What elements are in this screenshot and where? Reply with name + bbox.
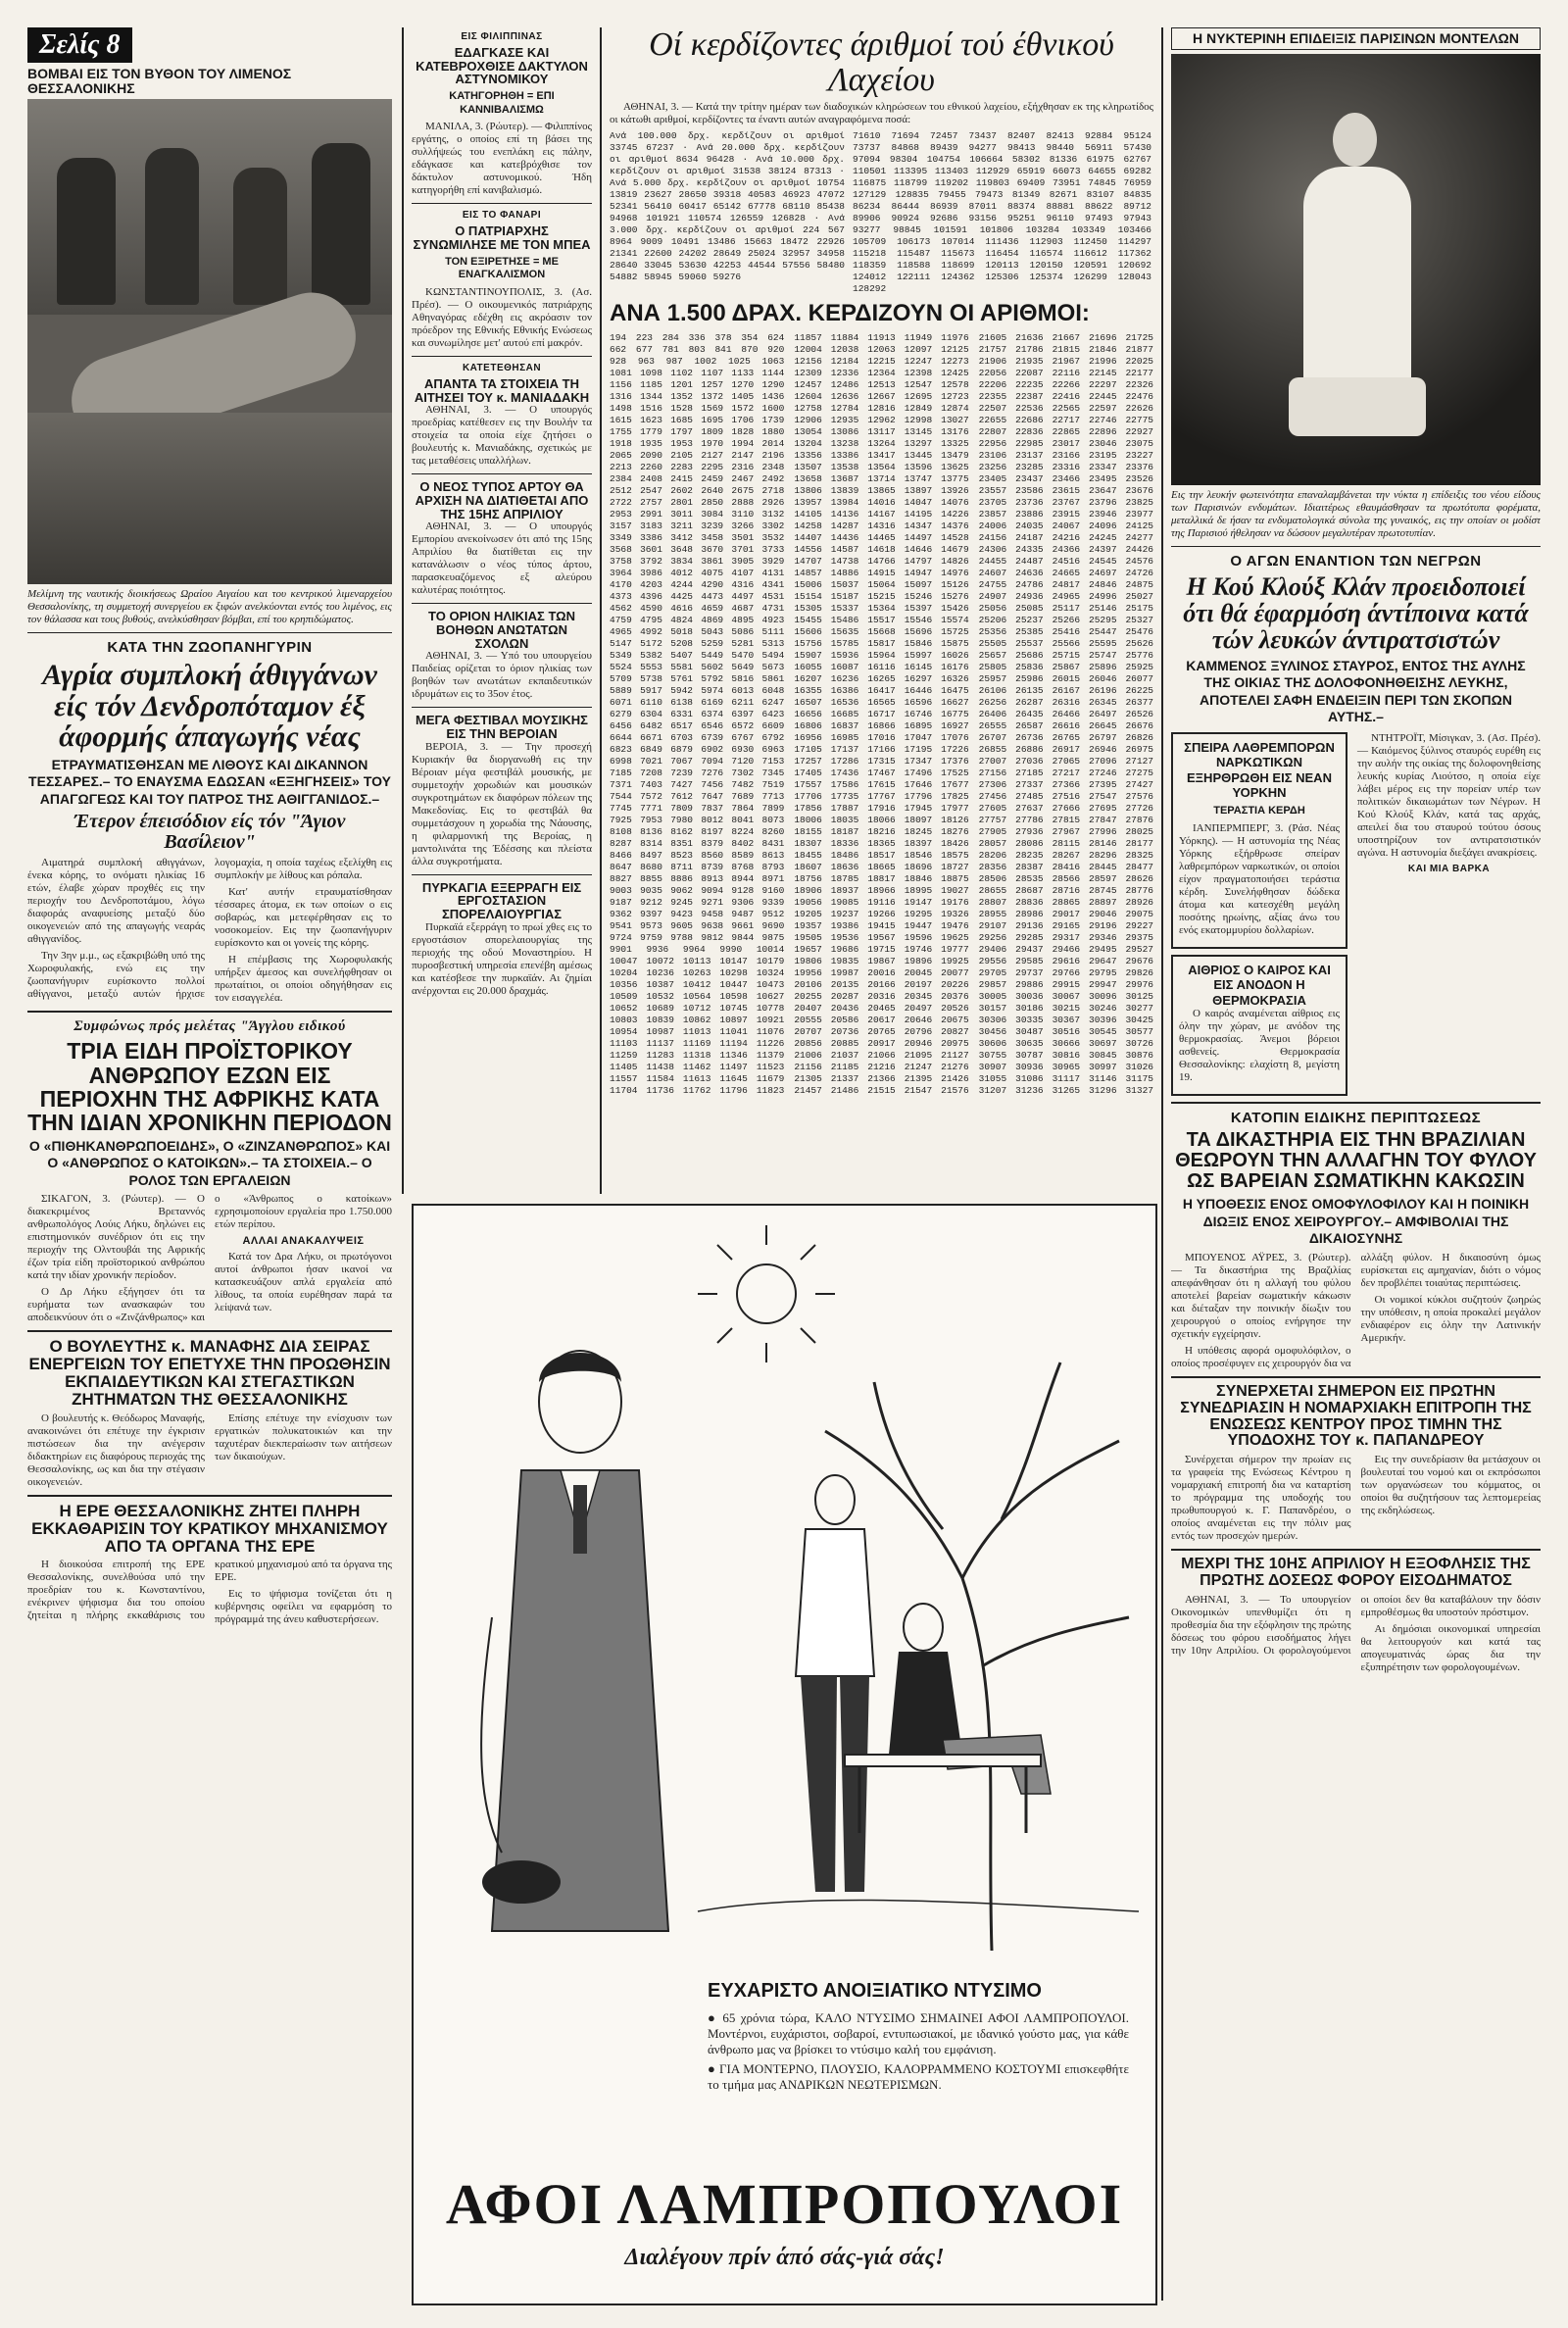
top-headline: ΒΟΜΒΑΙ ΕΙΣ ΤΟΝ ΒΥΘΟΝ ΤΟΥ ΛΙΜΕΝΟΣ ΘΕΣΣΑΛΟΝΙΚΗΣ (27, 66, 292, 96)
ad-brand-name: ΑΦΟΙ ΛΑΜΠΡΟΠΟΥΛΟΙ (445, 2172, 1124, 2236)
c2-s3-headline: ΑΠΑΝΤΑ ΤΑ ΣΤΟΙΧΕΙΑ ΤΗ ΑΙΤΗΣΕΙ ΤΟΥ κ. ΜΑΝΙΑΔΑΚΗ (414, 376, 590, 405)
c4-s2-deck: Η ΥΠΟΘΕΣΙΣ ΕΝΟΣ ΟΜΟΦΥΛΟΦΙΛΟΥ ΚΑΙ Η ΠΟΙΝΙΚΗ ΔΙΩΞΙΣ ΕΝΟΣ ΧΕΙΡΟΥΡΓΟΥ.– ΑΜΦΙΒΟΛΙΑΙ ΤΗΣ ΔΙΚΑΙΟΣΥΝΗΣ (1182, 1196, 1530, 1247)
narcotics-headline: ΣΠΕΙΡΑ ΛΑΘΡΕΜΠΟΡΩΝ ΝΑΡΚΩΤΙΚΩΝ ΕΞΗΡΘΡΩΘΗ ΕΙΣ ΝΕΑΝ ΥΟΡΚΗΝ (1184, 739, 1335, 801)
story4-body: Η διοικούσα επιτροπή της ΕΡΕ Θεσσαλονίκης, συνελθούσα υπό την προεδρίαν του κ. Κωνσταντίνου, ενέκρινεν ψήφισμα δια του οποίου ζητείται η πλήρης εκκαθάρισις του κρατικού μηχανισμού από τα όργανα της ΕΡΕ. Εις το ψήφισμα τονίζεται ότι η κυβέρνησις οφείλει να εφαρμόση το πρόγραμμά της άνευ καθυστερήσεων. (27, 1559, 392, 1626)
sun-icon (698, 1225, 835, 1362)
photo-caption: Μελίμνη της ναυτικής διοικήσεως Ωραίου Αιγαίου και του κεντρικού λιμεναρχείου Θεσσαλονίκης, τη συμμετοχή συνεργείου εκ ξιφών ανελκύονται εντός του λιμένος, εις τον θάλασσα και τους βυθούς, ανελκύσθησαν βόμβαι, επί του κρηπιδώματος. (27, 588, 392, 626)
story3-body: Ο βουλευτής κ. Θεόδωρος Μαναφής, ανακοινώνει ότι επέτυχε την έγκρισιν πιστώσεων δια την ανέγερσιν διδακτηρίων εις διαφόρους περιοχάς της Θεσσαλονίκης, ως και δια την στέγασιν οικογενειών. Επίσης επέτυχε την ενίσχυσιν των εργατικών πολυκατοικιών και την ταχυτέραν διεκπεραίωσιν των αιτήσεων των δικαιούχων. (27, 1412, 392, 1488)
weather-headline: ΑΙΘΡΙΟΣ Ο ΚΑΙΡΟΣ ΚΑΙ ΕΙΣ ΑΝΟΔΟΝ Η ΘΕΡΜΟΚΡΑΣΙΑ (1188, 962, 1331, 1008)
bench-icon (845, 1755, 1041, 1766)
story2-sub: ΑΛΛΑΙ ΑΝΑΚΑΛΥΨΕΙΣ (242, 1235, 365, 1248)
c4-s1-kicker: Ο ΑΓΩΝ ΕΝΑΝΤΙΟΝ ΤΩΝ ΝΕΓΡΩΝ (1230, 552, 1482, 570)
lottery-top-prizes: Ανά 100.000 δρχ. κερδίζουν οι αριθμοί 33745 67237 · Ανά 20.000 δρχ. κερδίζουν οι αριθμοί 8634 96428 · Ανά 10.000 δρχ. κερδίζουν οι αριθμοί 31538 38124 87313 · Ανά 5.000 δρχ. κερδίζουν οι αριθμοί 10754 13819 23627 28650 39318 40583 46923 47072 52341 56410 60417 65142 67778 68110 85438 94968 101921 110574 126559 126828 · Ανά 3.000 δρχ. κερδίζουν οι αριθμοί 224 567 8964 9009 10491 13486 15663 18472 22926 21341 22600 24202 28649 25024 32957 34958 28640 33045 53630 42253 44544 57556 58480 54882 58945 59060 59276 (610, 130, 845, 283)
c4-s2-headline: ΤΑ ΔΙΚΑΣΤΗΡΙΑ ΕΙΣ ΤΗΝ ΒΡΑΖΙΛΙΑΝ ΘΕΩΡΟΥΝ ΤΗΝ ΑΛΛΑΓΗΝ ΤΟΥ ΦΥΛΟΥ ΩΣ ΒΑΡΕΙΑΝ ΣΩΜΑΤΙΚΗΝ ΚΑΚΩΣΙΝ (1175, 1129, 1537, 1193)
column-rule-1 (402, 27, 404, 1194)
c2-s4-headline: Ο ΝΕΟΣ ΤΥΠΟΣ ΑΡΤΟΥ ΘΑ ΑΡΧΙΣΗ ΝΑ ΔΙΑΤΙΘΕΤΑΙ ΑΠΟ ΤΗΣ 15ΗΣ ΑΠΡΙΛΙΟΥ (415, 479, 589, 521)
c2-s3-kicker: ΚΑΤΕΤΕΘΗΣΑΝ (462, 363, 542, 374)
lampropouloi-advertisement (412, 1204, 1157, 2305)
story4-headline: Η ΕΡΕ ΘΕΣΣΑΛΟΝΙΚΗΣ ΖΗΤΕΙ ΠΛΗΡΗ ΕΚΚΑΘΑΡΙΣΙΝ ΤΟΥ ΚΡΑΤΙΚΟΥ ΜΗΧΑΝΙΣΜΟΥ ΑΠΟ ΤΑ ΟΡΓΑΝΑ ΤΗΣ ΕΡΕ (31, 1501, 388, 1556)
seated-man-figure (845, 1604, 1051, 1833)
weather-box (1171, 955, 1348, 1097)
c2-s1-deck: ΚΑΤΗΓΟΡΗΘΗ = ΕΠΙ ΚΑΝΝΙΒΑΛΙΣΜΩ (449, 89, 555, 116)
kkk-body: ΝΤΗΤΡΟΪΤ, Μίσιγκαν, 3. (Ασ. Πρέσ). — Καιόμενος ξύλινος σταυρός ευρέθη εις την αυλήν της οικίας της δολοφονηθείσης λευκής κυρίας Λιούτσο, η οποία είχε λάβει μέρος εις την πορείαν υπέρ των πολιτικών δικαιωμάτων των Νέγρων. Η Κού Κλούξ Κλάν, κατά τας αρχάς, απειλεί δια του σταυρού τούτου όσους υποστηρίζουν τον αντιρατσιστικόν αγώνα. Η αστυνομία διεξάγει ανακρίσεις. (1357, 731, 1541, 859)
c2-s6-headline: ΜΕΓΑ ΦΕΣΤΙΒΑΛ ΜΟΥΣΙΚΗΣ ΕΙΣ ΤΗΝ ΒΕΡΟΙΑΝ (416, 713, 588, 741)
column-4 (1171, 27, 1541, 2302)
c2-s7-body: Πυρκαϊά εξερράγη το πρωί χθες εις το εργοστάσιον σπορελαιουργίας της περιοχής της οδού Μοναστηρίου. Η πυροσβεστική υπηρεσία επενέβη αμέσως και κατέσβεσε την πυρκαϊάν. Αι ζημίαι ανέρχονται εις 20.000 δραχμάς. (412, 920, 592, 997)
page-number-badge: Σελίς 8 (27, 27, 132, 63)
story1-kicker: ΚΑΤΑ ΤΗΝ ΖΩΟΠΑΝΗΓΥΡΙΝ (107, 639, 313, 657)
c2-s2-deck: ΤΟΝ ΕΞΙΡΕΤΗΣΕ = ΜΕ ΕΝΑΓΚΑΛΙΣΜΟΝ (445, 255, 559, 281)
ad-illustration (414, 1206, 1155, 1970)
paris-model-photo (1171, 54, 1541, 485)
ad-bullet-1: ● 65 χρόνια τώρα, ΚΑΛΟ ΝΤΥΣΙΜΟ ΣΗΜΑΙΝΕΙ ΑΦΟΙ ΛΑΜΠΡΟΠΟΥΛΟΙ. Μοντέρνοι, ευχάριστοι, σοβαροί, εντυπωσιακοί, με ιδανικό γούστο μας, για κάθε άνθρωπο μας να βρίσκει το ντύσιμο καλή του εμφάνιση. (708, 2010, 1130, 2056)
narcotics-body: ΙΑΝΠΕΡΜΠΕΡΓ, 3. (Ράσ. Νέας Υόρκης). — Η αστυνομία της Νέας Υόρκης εξήρθρωσε σπείραν λαθρεμπόρων ναρκωτικών, οι οποίοι είχον πραγματοποιήσει τεράστια κέρδη. Συνελήφθησαν δώδεκα άτομα και κατεσχέθη μεγάλη ποσότης ηρωίνης, αξίας άνω του ενός εκατομμυρίου δολλαρίων. (1179, 821, 1340, 936)
c2-s4-body: ΑΘΗΝΑΙ, 3. — Ο υπουργός Εμπορίου ανεκοίνωσεν ότι από της 15ης Απριλίου θα διατίθεται εις την κατανάλωσιν ο νέος τύπος άρτου, παρασκευαζόμενος εξ αλεύρου καλυτέρας ποιότητος. (412, 520, 592, 597)
c2-s6-body: ΒΕΡΟΙΑ, 3. — Την προσεχή Κυριακήν θα διοργανωθή εις την Βέροιαν μέγα φεστιβάλ μουσικής, με συμμετοχήν χορωδιών και μουσικών συγκροτημάτων εκ διαφόρων πόλεων της Μακεδονίας. Εις το φεστιβάλ θα συμμετάσχουν η χορωδία της Νάουσης, η φιλαρμονική της Βεροίας, η μαντολινάτα της Έδέσσης και πλείστα άλλα συγκροτήματα. (412, 740, 592, 867)
man-in-suit-figure (481, 1351, 668, 1931)
c4-s1-deck: ΚΑΜΜΕΝΟΣ ΞΥΛΙΝΟΣ ΣΤΑΥΡΟΣ, ΕΝΤΟΣ ΤΗΣ ΑΥΛΗΣ ΤΗΣ ΟΙΚΙΑΣ ΤΗΣ ΔΟΛΟΦΟΝΗΘΕΙΣΗΣ ΛΕΥΚΗΣ, ΑΠΟΤΕΛΕΙ ΣΑΦΗ ΕΝΔΕΙΞΙΝ ΠΕΡΙ ΤΩΝ ΣΚΟΠΩΝ ΑΥΤΗΣ.– (1186, 657, 1526, 725)
ad-title: ΕΥΧΑΡΙΣΤΟ ΑΝΟΙΞΙΑΤΙΚΟ ΝΤΥΣΙΜΟ (708, 1980, 1042, 2002)
c2-s1-body: ΜΑΝΙΛΑ, 3. (Ρώυτερ). — Φιλιππίνος εργάτης, ο οποίος επί τη βάσει της συλλήψεώς του ενεπλάκη εις πάλην, εδάγκασε και κατεβρόχθισε τον δάκτυλον αστυνομικού. Ήδη κατηγορήθη επί κανιβαλισμώ. (412, 121, 592, 197)
lottery-top-table: 71610 71694 72457 73437 82407 82413 92884 95124 73737 84868 89439 94277 98413 98440 56911 57430 97094 98304 104754 106664 58302 81336 61975 62767 110501 113395 113403 112929 65919 66073 64655 69282 116875 118799 119202 119803 69409 73951 74845 76959 127129 128835 79455 79473 81349 82671 83107 84835 86234 86444 86939 87011 88374 88881 88622 89712 89906 90924 92686 93156 95251 96110 97493 97943 93277 98845 101591 101806 103284 103349 103466 105709 106173 107014 111436 112903 112450 114297 115218 115487 115673 116454 116574 116612 117362 118359 118588 118699 120113 120150 120591 120692 124012 122111 124362 125306 125374 126299 128043 128292 (853, 130, 1152, 295)
story2-body: ΣΙΚΑΓΟΝ, 3. (Ρώυτερ). — Ο διακεκριμένος Βρεταννός ανθρωπολόγος Λούις Λήκυ, δηλώνει εις επιστημονικόν συνέδριον ότι εις την περιοχήν της Ολντουβάι της Αφρικής έζων τρία είδη προϊστορικού ανθρώπου κατά την ιδίαν χρονικήν περίοδον. Ο Δρ Λήκυ εξήγησεν ότι τα ευρήματα των ανασκαφών του αποδεικνύουν ότι ο «Ζινζάνθρωπος» και ο «Άνθρωπος ο κατοίκων» εχρησιμοποίουν εργαλεία προ 1.750.000 ετών περίπου. ΑΛΛΑΙ ΑΝΑΚΑΛΥΨΕΙΣ Κατά τον Δρα Λήκυ, οι πρωτόγονοι αυτοί άνθρωποι ήσαν ικανοί να κατασκευάζουν απλά εργαλεία από λίθους, τα οποία ευρέθησαν παρά τα λείψανά των. (27, 1193, 392, 1324)
story2-deck: Ο «ΠΙΘΗΚΑΝΘΡΩΠΟΕΙΔΗΣ», Ο «ΖΙΝΖΑΝΘΡΩΠΟΣ» ΚΑΙ Ο «ΑΝΘΡΩΠΟΣ Ο ΚΑΤΟΙΚΩΝ».– ΤΑ ΣΤΟΙΧΕΙΑ.– Ο ΡΟΛΟΣ ΤΩΝ ΕΡΓΑΛΕΙΩΝ (28, 1137, 391, 1188)
harbor-bombs-photo (27, 99, 392, 584)
weather-body: Ο καιρός αναμένεται αίθριος εις όλην την χώραν, με ανόδον της θερμοκρασίας. Άνεμοι βόρειοι ασθενείς. Θερμοκρασία Θεσσαλονίκης: ελαχίστη 8, μεγίστη 19. (1179, 1008, 1340, 1084)
narcotics-box (1171, 732, 1348, 949)
narcotics-deck: ΤΕΡΑΣΤΙΑ ΚΕΡΔΗ (1213, 804, 1305, 817)
c4-s3-body: Συνέρχεται σήμερον την πρωίαν εις τα γραφεία της Ενώσεως Κέντρου η νομαρχιακή επιτροπή δια να καταρτίση το πρόγραμμα της υποδοχής του πρωθυπουργού κ. Γ. Παπανδρέου, ο οποίος αναμένεται εις την πόλιν μας εντός των προσεχών ημερών. Εις την συνεδρίασιν θα μετάσχουν οι βουλευταί του νομού και οι εκπρόσωποι των οργανώσεων του κόμματος, οι οποίοι θα συζητήσουν τας λεπτομερείας της εκδηλώσεως. (1171, 1454, 1541, 1543)
c2-s3-body: ΑΘΗΝΑΙ, 3. — Ο υπουργός προεδρίας κατέθεσεν εις την Βουλήν τα στοιχεία τα οποία είχε ζητήσει ο βουλευτής κ. Μανιαδάκης, σχετικώς με τας μεταθέσεις υπαλλήλων. (412, 404, 592, 468)
column-rule-3 (1161, 27, 1163, 2301)
lottery-intro: ΑΘΗΝΑΙ, 3. — Κατά την τρίτην ημέραν των διαδοχικών κληρώσεων του εθνικού λαχείου, εξήχθησαν εκ της κληρωτίδος οι κάτωθι αριθμοί, κερδίζοντες τα έναντι αυτών αναγραφόμενα ποσά: (610, 101, 1153, 126)
c2-s7-headline: ΠΥΡΚΑΓΙΑ ΕΞΕΡΡΑΓΗ ΕΙΣ ΕΡΓΟΣΤΑΣΙΟΝ ΣΠΟΡΕΛΑΙΟΥΡΓΙΑΣ (421, 879, 582, 921)
story1-body: Αιματηρά συμπλοκή αθιγγάνων, ένεκα κόρης, το ονόματι ηλικίας 16 ετών, έλαβε χώραν προχθές εις την περιοχήν του Δενδροποτάμου, λόγω διαφοράς αναφυείσης μεταξύ δύο οικογενειών από της απαγωγής νεαράς αθιγγανίδος. Την 3ην μ.μ., ως εξακριβώθη υπό της Χωροφυλακής, ενώ εις την ζωοπανήγυριν ευρίσκοντο πολλοί αθίγγανοι, μεταξύ αυτών ήρχισε λογομαχία, η οποία ταχέως εξελίχθη εις συμπλοκήν με λίθους και ρόπαλα. Κατ' αυτήν ετραυματίσθησαν τέσσαρες άτομα, εκ των οποίων ο εις σοβαρώς, και μετεφέρθησαν εις το νοσοκομείον. Εις την ζωοπανήγυριν ευρίσκοντο και οι γονείς της κόρης. Η επέμβασις της Χωροφυλακής υπήρξεν άμεσος και συνελήφθησαν οι πρωταίτιοι, οι οποίοι οδηγήθησαν εις τον εισαγγελέα. (27, 857, 392, 1005)
models-photo-headline: Η ΝΥΚΤΕΡΙΝΗ ΕΠΙΔΕΙΞΙΣ ΠΑΡΙΣΙΝΩΝ ΜΟΝΤΕΛΩΝ (1171, 27, 1541, 50)
kkk-sub: ΚΑΙ ΜΙΑ ΒΑΡΚΑ (1407, 863, 1491, 874)
c4-s4-headline: ΜΕΧΡΙ ΤΗΣ 10ΗΣ ΑΠΡΙΛΙΟΥ Η ΕΞΟΦΛΗΣΙΣ ΤΗΣ ΠΡΩΤΗΣ ΔΟΣΕΩΣ ΦΟΡΟΥ ΕΙΣΟΔΗΜΑΤΟΣ (1181, 1556, 1531, 1589)
c2-s2-headline: Ο ΠΑΤΡΙΑΡΧΗΣ ΣΥΝΩΜΙΛΗΣΕ ΜΕ ΤΟΝ ΜΠΕΑ (413, 223, 591, 253)
c4-s1-headline: Η Κού Κλούξ Κλάν προειδοποιεί ότι θά έφαρμόση άντίποινα κατά τών λευκών άντιρατσιστών (1183, 571, 1529, 655)
lottery-headline: Οί κερδίζοντες άριθμοί τού έθνικού Λαχείου (649, 27, 1114, 98)
column-rule-2 (600, 27, 602, 1194)
c2-s5-headline: ΤΟ ΟΡΙΟΝ ΗΛΙΚΙΑΣ ΤΩΝ ΒΟΗΘΩΝ ΑΝΩΤΑΤΩΝ ΣΧΟΛΩΝ (428, 609, 575, 651)
models-photo-caption: Εις την λευκήν φωτεινότητα επαναλαμβάνεται την νύκτα η επίδειξις του νέου είδους των Παρισινών ενδυμάτων. Ιδιαιτέρως εθαυμάσθησαν τα πρωτότυπα φορέματα, μεταλλικά δε ήσαν τα ενδυματολογικά σύνολα της γυναικός, εις την οποίαν οι μοδίστ της Παρισιού ήθελησαν να δώσουν μεγαλυτέραν πρωτοτυπίαν. (1171, 488, 1541, 539)
c4-s2-body: ΜΠΟΥΕΝΟΣ ΑΫΡΕΣ, 3. (Ρώυτερ). — Τα δικαστήρια της Βραζιλίας απεφάνθησαν ότι η αλλαγή του φύλου αποτελεί βαρείαν σωματικήν κάκωσιν και διέταξαν την ποινικήν δίωξιν του χειρουργού ο οποίος ενήργησε την σχετικήν εγχείρησιν. Η υπόθεσις αφορά ομοφυλόφιλον, ο οποίος προσέφυγεν εις χειρουργόν δια να αλλάξη φύλον. Η δικαιοσύνη όμως ευρίσκεται εις αμηχανίαν, διότι ο νόμος δεν προβλέπει τοιαύτας περιπτώσεις. Οι νομικοί κύκλοι συζητούν ζωηρώς την υπόθεσιν, η οποία προκαλεί μεγάλον ενδιαφέρον εις όλην την Λατινικήν Αμερικήν. (1171, 1251, 1541, 1369)
c4-s3-headline: ΣΥΝΕΡΧΕΤΑΙ ΣΗΜΕΡΟΝ ΕΙΣ ΠΡΩΤΗΝ ΣΥΝΕΔΡΙΑΣΙΝ Η ΝΟΜΑΡΧΙΑΚΗ ΕΠΙΤΡΟΠΗ ΤΗΣ ΕΝΩΣΕΩΣ ΚΕΝΤΡΟΥ ΠΡΟΣ ΤΙΜΗΝ ΤΗΣ ΥΠΟΔΟΧΗΣ ΤΟΥ κ. ΠΑΠΑΝΔΡΕΟΥ (1180, 1382, 1532, 1450)
story3-headline: Ο ΒΟΥΛΕΥΤΗΣ κ. ΜΑΝΑΦΗΣ ΔΙΑ ΣΕΙΡΑΣ ΕΝΕΡΓΕΙΩΝ ΤΟΥ ΕΠΕΤΥΧΕ ΤΗΝ ΠΡΟΩΘΗΣΙΝ ΕΚΠΑΙΔΕΥΤΙΚΩΝ ΚΑΙ ΣΤΕΓΑΣΤΙΚΩΝ ΖΗΤΗΜΑΤΩΝ ΤΗΣ ΘΕΣΣΑΛΟΝΙΚΗΣ (28, 1337, 391, 1409)
column-1 (27, 27, 392, 2302)
story1-headline: Αγρία συμπλοκή άθιγγάνων είς τόν Δενδροπόταμον έξ άφορμής άπαγωγής νέας (42, 659, 377, 754)
ad-bullet-2: ● ΓΙΑ ΜΟΝΤΕΡΝΟ, ΠΛΟΥΣΙΟ, ΚΑΛΟΡΡΑΜΜΕΝΟ ΚΟΣΤΟΥΜΙ επισκεφθήτε το τμήμα μας ΑΝΔΡΙΚΩΝ ΝΕΩΤΕΡΙΣΜΩΝ. (708, 2061, 1129, 2092)
c4-s2-kicker: ΚΑΤΟΠΙΝ ΕΙΔΙΚΗΣ ΠΕΡΙΠΤΩΣΕΩΣ (1230, 1110, 1482, 1127)
c2-s1-kicker: ΕΙΣ ΦΙΛΙΠΠΙΝΑΣ (461, 31, 543, 42)
ad-copy (708, 1980, 1129, 2097)
lottery-section (610, 27, 1153, 1194)
c2-s5-body: ΑΘΗΝΑΙ, 3. — Υπό του υπουργείου Παιδείας ορίζεται το όριον ηλικίας των βοηθών των ανωτάτων εκπαιδευτικών ιδρυμάτων εις το 35ον έτος. (412, 650, 592, 701)
c2-s2-body: ΚΩΝΣΤΑΝΤΙΝΟΥΠΟΛΙΣ, 3. (Ασ. Πρέσ). — Ο οικουμενικός πατριάρχης Αθηναγόρας εδέχθη εις ακρόασιν τον πρόεδρον της Εθνικής Εθνικής Ενώσεως και συνωμίλησε μετ' αυτού επί μακρόν. (412, 286, 592, 350)
column-2 (412, 27, 592, 1194)
story2-headline: ΤΡΙΑ ΕΙΔΗ ΠΡΟΪΣΤΟΡΙΚΟΥ ΑΝΘΡΩΠΟΥ ΕΖΩΝ ΕΙΣ ΠΕΡΙΟΧΗΝ ΤΗΣ ΑΦΡΙΚΗΣ ΚΑΤΑ ΤΗΝ ΙΔΙΑΝ ΧΡΟΝΙΚΗΝ ΠΕΡΙΟΔΟΝ (27, 1038, 392, 1135)
c4-s4-body: ΑΘΗΝΑΙ, 3. — Το υπουργείον Οικονομικών υπενθυμίζει ότι η προθεσμία δια την εξόφλησιν της πρώτης δόσεως του φόρου εισοδήματος λήγει την 10ην Απριλίου. Οι φορολογούμενοι οι οποίοι δεν θα καταβάλουν την δόσιν εμπροθέσμως θα υποστούν πρόστιμον. Αι δημόσιαι οικονομικαί υπηρεσίαι θα λειτουργούν και κατά τας απογευματινάς ώρας δια την εξυπηρέτησιν των φορολογουμένων. (1171, 1593, 1541, 1673)
story2-kicker: Συμφώνως πρός μελέτας "Άγγλου ειδικού (74, 1018, 346, 1035)
lottery-subhead: ΑΝΑ 1.500 ΔΡΑΧ. ΚΕΡΔΙΖΟΥΝ ΟΙ ΑΡΙΘΜΟΙ: (610, 300, 1090, 327)
young-man-figure (796, 1475, 874, 1892)
lottery-number-grid: 194 223 284 336 378 354 624 662 677 781 803 841 870 920 928 963 987 1002 1025 1063 1081 1098 1102 1107 1133 1144 1156 1185 1201 1257 1270 1290 1316 1344 1352 1372 1405 1436 1498 1516 1528 1569 1572 1600 1615 1623 1685 1695 1706 1739 1755 1779 1797 1809 1828 1880 1918 1935 1953 1970 1994 2014 2065 2090 2105 2127 2147 2196 2213 2260 2283 2295 2316 2348 2384 2408 2415 2459 2467 2492 2512 2547 2602 2640 2675 2718 2722 2757 2801 2850 2888 2926 2953 2991 3011 3084 3110 3132 3157 3183 3211 3239 3266 3302 3349 3386 3412 3458 3501 3532 3568 3601 3648 3670 3701 3733 3758 3792 3834 3861 3905 3929 3964 3986 4012 4075 4107 4131 4170 4203 4244 4290 4316 4341 4373 4396 4425 4473 4497 4531 4562 4590 4616 4659 4687 4731 4759 4795 4824 4869 4895 4923 4965 4992 5018 5043 5086 5111 5147 5172 5208 5259 5281 5313 5349 5382 5407 5449 5470 5494 5524 5553 5581 5602 5649 5673 5709 5738 5761 5792 5816 5861 5889 5917 5942 5974 6013 6048 6071 6110 6138 6169 6211 6247 6279 6304 6331 6374 6397 6423 6456 6482 6517 6546 6572 6609 6644 6671 6703 6739 6767 6792 6823 6849 6879 6902 6930 6963 6998 7021 7067 7094 7120 7153 7185 7208 7239 7276 7302 7345 7371 7403 7427 7456 7482 7519 7544 7572 7612 7647 7689 7713 7745 7771 7809 7837 7864 7899 7925 7953 7980 8012 8041 8073 8108 8136 8162 8197 8224 8260 8287 8314 8351 8379 8402 8431 8466 8497 8523 8560 8589 8613 8647 8680 8711 8739 8768 8793 8827 8855 8886 8913 8944 8971 9003 9035 9062 9094 9128 9160 9187 9212 9245 9271 9306 9339 9362 9397 9423 9458 9487 9512 9541 9573 9605 9638 9661 9690 9724 9759 9788 9812 9844 9875 9901 9936 9964 9990 10014 10047 10072 10113 10147 10179 10204 10236 10263 10298 10324 10356 10387 10412 10447 10473 10509 10532 10564 10598 10627 10652 10689 10712 10745 10778 10803 10839 10862 10897 10921 10954 10987 11013 11041 11076 11103 11137 11169 11194 11226 11259 11283 11318 11346 11379 11405 11438 11462 11497 11523 11557 11584 11613 11645 11679 11704 11736 11762 11796 11823 11857 11884 11913 11949 11976 12004 12038 12063 12097 12125 12156 12184 12215 12247 12273 12309 12336 12364 12398 12425 12457 12486 12513 12547 12578 12604 12636 12667 12695 12723 12758 12784 12816 12849 12874 12906 12935 12962 12998 13027 13054 13086 13117 13145 13176 13204 13238 13264 13297 13325 13356 13386 13417 13445 13479 13507 13538 13564 13596 13625 13658 13687 13714 13747 13775 13806 13839 13865 13897 13926 13957 13984 14016 14047 14076 14105 14136 14167 14195 14226 14258 14287 14316 14347 14376 14407 14436 14465 14497 14528 14556 14587 14618 14646 14679 14707 14738 14766 14797 14826 14857 14886 14915 14947 14976 15006 15037 15064 15097 15126 15154 15187 15215 15246 15276 15305 15337 15364 15397 15426 15455 15486 15517 15546 15574 15606 15635 15668 15696 15725 15756 15785 15817 15846 15875 15907 15936 15964 15997 16026 16055 16087 16116 16145 16176 16207 16236 16265 16297 16326 16355 16386 16417 16446 16475 16507 16536 16565 16596 16627 16656 16685 16717 16746 16775 16806 16837 16866 16895 16927 16956 16985 17016 17047 17076 17105 17137 17166 17195 17226 17257 17286 17315 17347 17376 17405 17436 17467 17496 17525 17557 17586 17615 17646 17677 17706 17735 17767 17796 17825 17856 17887 17916 17945 17977 18006 18035 18066 18097 18126 18155 18187 18216 18245 18276 18307 18336 18365 18397 18426 18455 18486 18517 18546 18575 18607 18636 18665 18696 18727 18756 18785 18817 18846 18875 18906 18937 18966 18995 19027 19056 19085 19116 19147 19176 19205 19237 19266 19295 19326 19357 19386 19415 19447 19476 19505 19536 19567 19596 19625 19657 19686 19715 19746 19777 19806 19835 19867 19896 19925 19956 19987 20016 20045 20077 20106 20135 20166 20197 20226 20255 20287 20316 20345 20376 20407 20436 20465 20497 20526 20555 20586 20617 20646 20675 20707 20736 20765 20796 20827 20856 20885 20917 20946 20975 21006 21037 21066 21095 21127 21156 21185 21216 21247 21276 21305 21337 21366 21395 21426 21457 21486 21515 21547 21576 21605 21636 21667 21696 21725 21757 21786 21815 21846 21877 21906 21935 21967 21996 22025 22056 22087 22116 22145 22177 22206 22235 22266 22297 22326 22355 22387 22416 22445 22476 22507 22536 22565 22597 22626 22655 22686 22717 22746 22775 22807 22836 22865 22896 22927 22956 22985 23017 23046 23075 23106 23137 23166 23195 23227 23256 23285 23316 23347 23376 23405 23437 23466 23495 23526 23557 23586 23615 23647 23676 23705 23736 23767 23796 23825 23857 23886 23915 23946 23977 24006 24035 24067 24096 24125 24156 24187 24216 24245 24277 24306 24335 24366 24397 24426 24455 24487 24516 24545 24576 24607 24636 24665 24697 24726 24755 24786 24817 24846 24875 24907 24936 24965 24996 25027 25056 25085 25117 25146 25175 25206 25237 25266 25295 25327 25356 25385 25416 25447 25476 25505 25537 25566 25595 25626 25657 25686 25715 25747 25776 25805 25836 25867 25896 25925 25957 25986 26015 26046 26077 26106 26135 26167 26196 26225 26256 26287 26316 26345 26377 26406 26435 26466 26497 26526 26555 26587 26616 26645 26676 26707 26736 26765 26797 26826 26855 26886 26917 26946 26975 27007 27036 27065 27096 27127 27156 27185 27217 27246 27275 27306 27337 27366 27395 27427 27456 27485 27516 27547 27576 27605 27637 27666 27695 27726 27757 27786 27815 27847 27876 27905 27936 27967 27996 28025 28057 28086 28115 28146 28177 28206 28235 28267 28296 28325 28356 28387 28416 28445 28477 28506 28535 28566 28597 28626 28655 28687 28716 28745 28776 28807 28836 28865 28897 28926 28955 28986 29017 29046 29075 29107 29136 29165 29196 29227 29256 29285 29317 29346 29375 29406 29437 29466 29495 29527 29556 29585 29616 29647 29676 29705 29737 29766 29795 29826 29857 29886 29915 29947 29976 30005 30036 30067 30096 30125 30157 30186 30215 30246 30277 30306 30335 30367 30396 30425 30456 30487 30516 30545 30577 30606 30635 30666 30697 30726 30755 30787 30816 30845 30876 30907 30936 30965 30997 31026 31055 31086 31117 31146 31175 31207 31236 31265 31296 31327 (610, 331, 1153, 1096)
ad-slogan: Διαλέγουν πρίν άπό σάς-γιά σάς! (624, 2245, 945, 2270)
c2-s2-kicker: ΕΙΣ ΤΟ ΦΑΝΑΡΙ (462, 210, 542, 222)
story1-deck: ΕΤΡΑΥΜΑΤΙΣΘΗΣΑΝ ΜΕ ΛΙΘΟΥΣ ΚΑΙ ΔΙΚΑΝΝΟΝ ΤΕΣΣΑΡΕΣ.– ΤΟ ΕΝΑΥΣΜΑ ΕΔΩΣΑΝ «ΕΞΗΓΗΣΕΙΣ» ΤΟΥ ΑΠΑΓΩΓΕΩΣ ΚΑΙ ΤΟΥ ΠΑΤΡΟΣ ΤΗΣ ΑΘΙΓΓΑΝΙΔΟΣ.– (28, 756, 391, 807)
story1-subhead: Έτερον έπεισόδιον είς τόν "Άγιον Βασίλειον" (74, 811, 346, 854)
c2-s1-headline: ΕΔΑΓΚΑΣΕ ΚΑΙ ΚΑΤΕΒΡΟΧΘΙΣΕ ΔΑΚΤΥΛΟΝ ΑΣΤΥΝΟΜΙΚΟΥ (416, 45, 588, 87)
